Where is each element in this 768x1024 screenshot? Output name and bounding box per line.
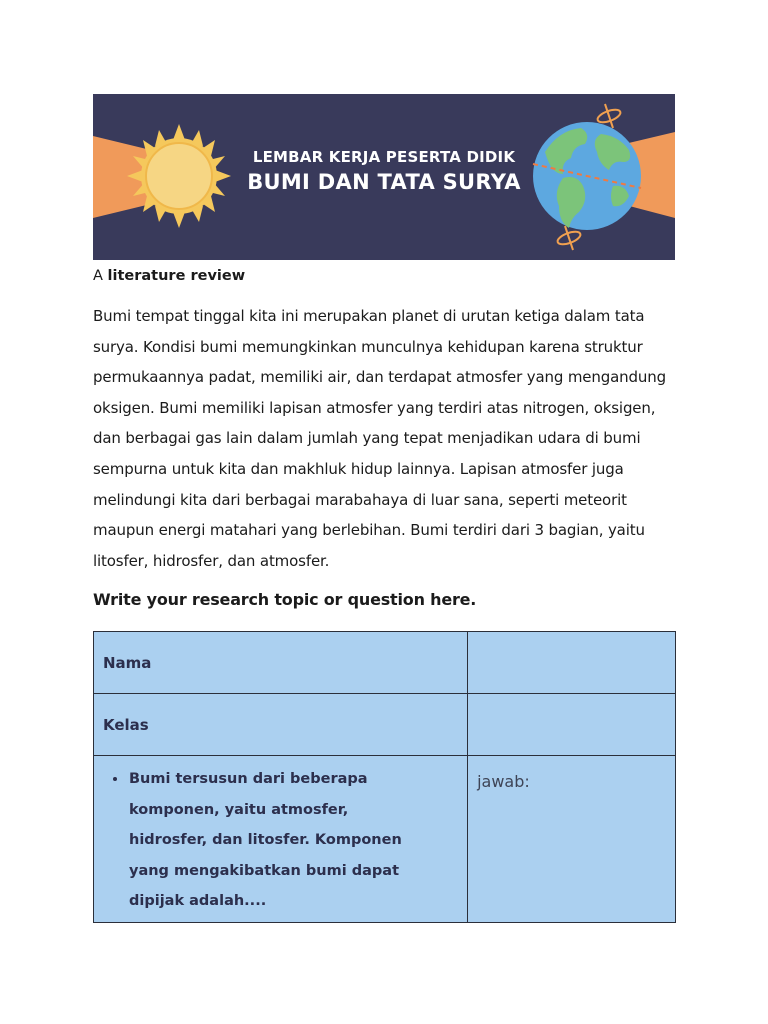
name-label: Nama	[94, 632, 468, 694]
banner-title: BUMI DAN TATA SURYA	[247, 170, 521, 194]
intro-emphasis: literature review	[107, 268, 246, 284]
class-field[interactable]	[468, 694, 676, 756]
earth-globe-icon	[533, 122, 641, 230]
intro-prefix: A	[93, 268, 103, 284]
table-row	[94, 756, 676, 923]
banner-heading	[243, 148, 525, 194]
literature-review-line	[93, 268, 245, 284]
table-row	[94, 694, 676, 756]
answer-label: jawab:	[477, 772, 530, 791]
question-heading: Write your research topic or question here.	[93, 590, 477, 609]
class-label: Kelas	[94, 694, 468, 756]
intro-paragraph: Bumi tempat tinggal kita ini merupakan planet di urutan ketiga dalam tata surya. Kondisi bumi memungkinkan munculnya kehidupan karena struktur permukaannya padat, memiliki air, dan terdapat atmosfer yang mengandung oksigen. Bumi memiliki lapisan atmosfer yang terdiri atas nitrogen, oksigen, dan berbagai gas lain dalam jumlah yang tepat menjadikan udara di bumi sempurna untuk kita dan makhluk hidup lainnya. Lapisan atmosfer juga melindungi kita dari berbagai marabahaya di luar sana, seperti meteorit maupun energi matahari yang berlebihan. Bumi terdiri dari 3 bagian, yaitu litosfer, hidrosfer, dan atmosfer.	[93, 307, 666, 570]
student-form-table	[93, 631, 676, 923]
question-item: • Bumi tersusun dari beberapa komponen, yaitu atmosfer, hidrosfer, dan litosfer. Komponen yang mengakibatkan bumi dapat dipijak adalah....	[128, 764, 428, 917]
sun-icon	[127, 124, 231, 228]
header-banner	[93, 94, 675, 260]
banner-subtitle: LEMBAR KERJA PESERTA DIDIK	[252, 148, 516, 166]
answer-field[interactable]	[468, 756, 676, 923]
question-list	[94, 756, 428, 917]
name-field[interactable]	[468, 632, 676, 694]
question-cell	[94, 756, 468, 923]
table-row	[94, 632, 676, 694]
